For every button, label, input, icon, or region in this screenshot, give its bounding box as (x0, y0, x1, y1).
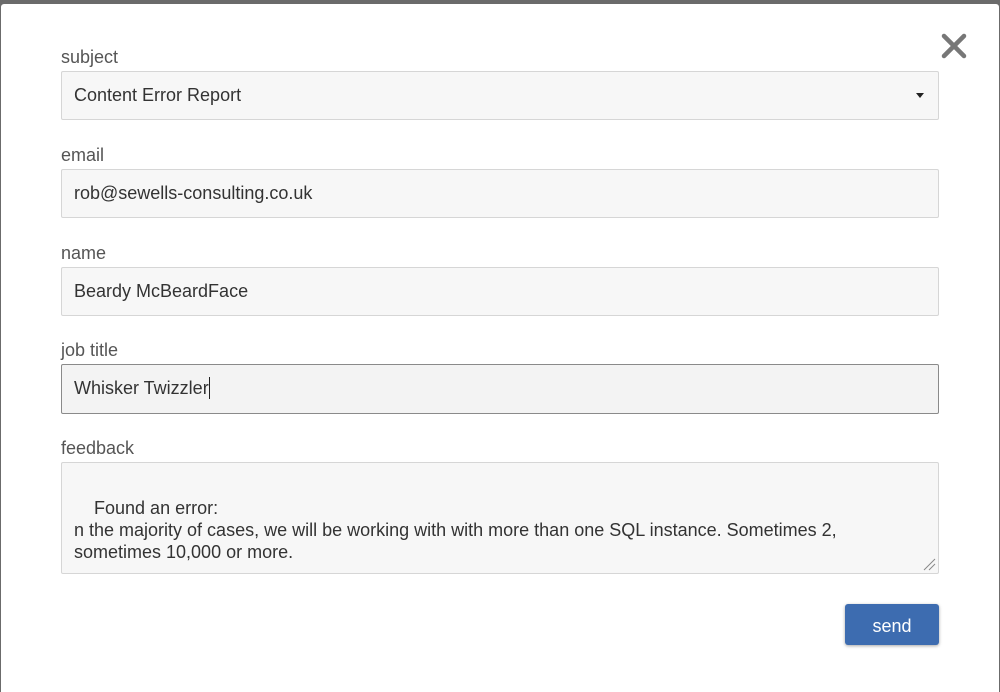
close-icon (939, 31, 969, 61)
feedback-label: feedback (61, 438, 135, 458)
send-button[interactable]: send (845, 604, 939, 645)
job-title-value: Whisker Twizzler (74, 378, 209, 398)
subject-select[interactable] (61, 71, 939, 120)
subject-label: subject (61, 47, 119, 67)
close-button[interactable] (939, 31, 969, 61)
feedback-textarea[interactable] (61, 462, 939, 574)
email-field[interactable] (61, 169, 939, 218)
name-label: name (61, 243, 107, 263)
feedback-modal (1, 4, 999, 692)
subject-value: Content Error Report (74, 85, 242, 105)
resize-handle-icon[interactable] (922, 557, 936, 571)
job-title-field[interactable] (61, 364, 939, 414)
email-value: rob@sewells-consulting.co.uk (74, 183, 313, 203)
job-title-label: job title (61, 340, 119, 360)
name-field[interactable] (61, 267, 939, 316)
email-label: email (61, 145, 105, 165)
feedback-value: Found an error: n the majority of cases, we will be working with with more than one SQL instance. Sometimes 2, sometimes 10,000 or more. (74, 498, 837, 562)
text-cursor (209, 377, 210, 399)
chevron-down-icon (916, 93, 924, 98)
name-value: Beardy McBeardFace (74, 281, 249, 301)
